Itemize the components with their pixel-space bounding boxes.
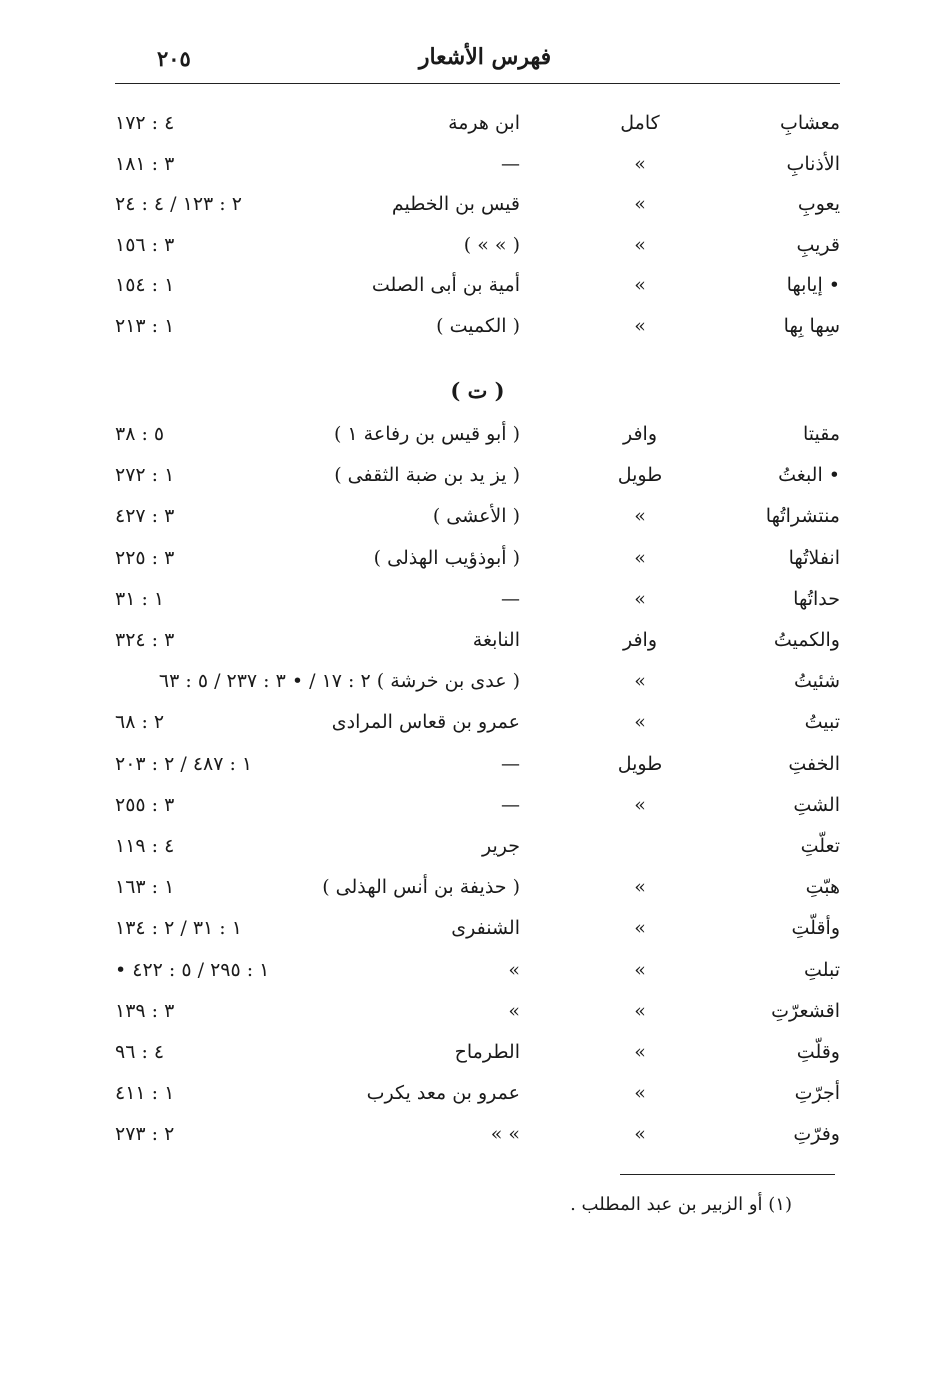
index-row [115, 1000, 840, 1032]
poet: الشنفرى [451, 917, 520, 940]
header-rule [115, 83, 840, 84]
poet: » » [490, 1123, 520, 1146]
reference: ٢ : ٢٧٣ [115, 1123, 175, 1146]
index-row [115, 1123, 840, 1155]
poet: عمرو بن قعاس المرادى [331, 711, 520, 734]
reference: ١ : ٢١٣ [115, 314, 175, 337]
index-row [115, 670, 840, 702]
rhyme-word: منتشراتُها [765, 505, 840, 528]
reference: ٣ : ١٥٦ [115, 233, 175, 256]
index-row [115, 274, 840, 306]
index-row [115, 315, 840, 347]
poet: ( أبو قيس بن رفاعة ١ ) [333, 423, 520, 445]
meter: » [634, 1041, 646, 1063]
index-row [115, 464, 840, 496]
poet: ( عدى بن خرشة ) ٢ : ١٧ / • ٣ : ٢٣٧ / ٥ : ٦٣ [158, 670, 520, 693]
meter: » [634, 917, 646, 940]
rhyme-word: اقشعرّتِ [771, 999, 840, 1022]
poet: الطرماح [454, 1041, 520, 1063]
rhyme-word: تعلّتِ [800, 835, 840, 857]
rhyme-word: هبّتِ [805, 876, 840, 899]
index-row [115, 753, 840, 785]
page-title: فهرس الأشعار [418, 44, 552, 70]
reference: ١ : ٣١ / ٢ : ١٣٤ [115, 917, 242, 940]
index-row [115, 1041, 840, 1073]
meter: » [634, 793, 646, 816]
footnote: (١) أو الزبير بن عبد المطلب . [570, 1194, 792, 1215]
meter: طويل [617, 464, 663, 487]
index-row [115, 917, 840, 949]
footnote-rule [620, 1174, 835, 1175]
page-number: ٢٠٥ [157, 46, 191, 71]
reference: ١ : ١٥٤ [115, 274, 175, 296]
poet: ( يز يد بن ضبة الثقفى ) [334, 464, 520, 487]
meter: » [634, 505, 646, 528]
poet: أمية بن أبى الصلت [371, 274, 520, 296]
reference: ١ : ٤١١ [115, 1082, 175, 1105]
meter: » [634, 670, 646, 693]
reference: ٤ : ٩٦ [115, 1041, 165, 1063]
poet: — [501, 793, 520, 816]
rhyme-word: وأقلّتِ [791, 917, 840, 940]
reference: ٣ : ١٨١ [115, 152, 175, 175]
meter: » [634, 233, 646, 256]
rhyme-word: انفلاتُها [788, 546, 840, 569]
meter: طويل [617, 752, 663, 775]
meter: » [634, 546, 646, 569]
reference: ٣ : ٤٢٧ [115, 505, 175, 528]
reference: • ١ : ٢٩٥ / ٥ : ٤٢٢ [115, 958, 270, 981]
rhyme-word: تبيتُ [804, 711, 840, 734]
page-header [115, 36, 840, 82]
poet: » [508, 958, 520, 981]
poet: ( الكميت ) [436, 314, 520, 337]
reference: ٢ : ٦٨ [115, 711, 165, 734]
poet: » [508, 999, 520, 1022]
meter: » [634, 193, 646, 215]
rhyme-word: سِها بِها [783, 314, 840, 337]
poet: النابغة [472, 629, 520, 651]
rhyme-word: معشابِ [780, 112, 840, 134]
poet: — [501, 152, 520, 175]
poet: ( حذيفة بن أنس الهذلى ) [322, 876, 520, 899]
rhyme-word: قريبِ [796, 233, 840, 256]
poet: — [501, 752, 520, 775]
poet: ( أبوذؤيب الهذلى ) [373, 546, 520, 569]
meter: » [634, 711, 646, 734]
index-row [115, 794, 840, 826]
poet: قيس بن الخطيم [391, 193, 520, 215]
meter: » [634, 1123, 646, 1146]
index-row [115, 588, 840, 620]
reference: ٣ : ٢٥٥ [115, 793, 175, 816]
rhyme-word: حداتُها [793, 587, 840, 610]
rhyme-word: • البغتُ [778, 464, 840, 487]
meter: » [634, 152, 646, 175]
poet: ابن هرمة [448, 112, 520, 134]
poet: ( الأعشى ) [432, 505, 520, 528]
reference: ١ : ١٦٣ [115, 876, 175, 899]
rhyme-word: والكميتُ [773, 629, 840, 651]
rhyme-word: • إيابها [786, 274, 840, 296]
meter: » [634, 876, 646, 899]
rhyme-word: وفرّتِ [793, 1123, 840, 1146]
index-row [115, 234, 840, 266]
reference: ٣ : ٣٢٤ [115, 629, 175, 651]
reference: ١ : ٣١ [115, 587, 165, 610]
poet: ( » » ) [463, 233, 520, 256]
rhyme-word: الشتِ [793, 793, 840, 816]
index-row [115, 112, 840, 144]
meter: وافر [622, 629, 658, 651]
meter: » [634, 314, 646, 337]
meter: » [634, 587, 646, 610]
index-row [115, 959, 840, 991]
poet: — [501, 587, 520, 610]
index-row [115, 193, 840, 225]
rhyme-word: الخفتِ [788, 752, 840, 775]
rhyme-word: مقيتا [802, 423, 840, 445]
index-row [115, 423, 840, 455]
reference: ١ : ٢٧٢ [115, 464, 175, 487]
reference: ٤ : ١٧٢ [115, 112, 175, 134]
poet: جرير [482, 835, 520, 857]
reference: ٢ : ١٢٣ / ٤ : ٢٤ [115, 193, 242, 215]
index-row [115, 505, 840, 537]
index-row [115, 835, 840, 867]
meter: » [634, 1082, 646, 1105]
poet: عمرو بن معد يكرب [366, 1082, 520, 1105]
meter: وافر [622, 423, 658, 445]
index-row [115, 1082, 840, 1114]
meter: كامل [620, 112, 660, 134]
rhyme-word: يعوبِ [797, 193, 840, 215]
meter: » [634, 274, 646, 296]
reference: ٣ : ١٣٩ [115, 999, 175, 1022]
reference: ٥ : ٣٨ [115, 423, 165, 445]
meter: » [634, 958, 646, 981]
rhyme-word: الأذنابِ [786, 152, 840, 175]
index-row [115, 547, 840, 579]
reference: ٤ : ١١٩ [115, 835, 175, 857]
section-heading-t: ( ت ) [450, 378, 505, 403]
rhyme-word: شئيتُ [793, 670, 840, 693]
rhyme-word: تبلتِ [804, 958, 840, 981]
index-row [115, 711, 840, 743]
rhyme-word: وقلّتِ [796, 1041, 840, 1063]
index-row [115, 876, 840, 908]
index-row [115, 153, 840, 185]
rhyme-word: أجرّتِ [794, 1082, 840, 1105]
meter: » [634, 999, 646, 1022]
index-row [115, 629, 840, 661]
reference: ٣ : ٢٢٥ [115, 546, 175, 569]
reference: ١ : ٤٨٧ / ٢ : ٢٠٣ [115, 752, 253, 775]
